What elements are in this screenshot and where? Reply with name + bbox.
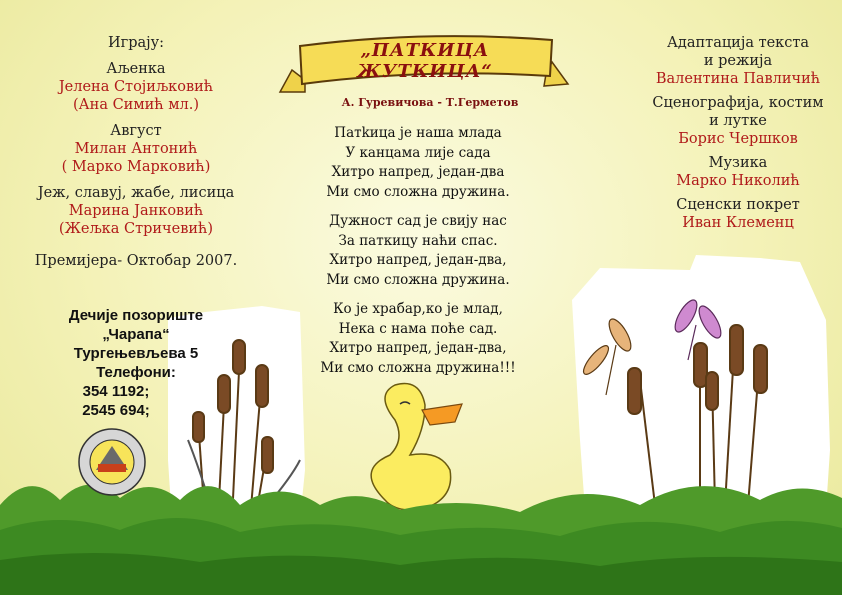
- cast-actor: Јелена Стојиљковић: [58, 79, 214, 95]
- poem-stanza: [298, 300, 538, 378]
- crew-name: Борис Чершков: [678, 131, 798, 147]
- cast-heading: Играју:: [107, 35, 165, 51]
- crew-role: Сценографија, костим: [652, 95, 824, 111]
- cast-actor: Марина Јанковић: [68, 203, 204, 219]
- cast-section: [0, 34, 272, 270]
- poem-line: Хитро напред, један-два: [331, 164, 505, 180]
- cast-alternate: ( Марко Марковић): [61, 159, 211, 175]
- poem-stanza: [298, 124, 538, 202]
- crew-role: Музика: [708, 155, 768, 171]
- crew-name: Иван Клеменц: [682, 215, 794, 231]
- theatre-logo: [79, 429, 145, 495]
- poem-line: Ми смо сложна дружина.: [326, 183, 510, 200]
- poem-line: Ми смо сложна дружина.: [326, 271, 510, 288]
- poem-line: Ми смо сложна дружина!!!: [320, 359, 516, 376]
- poem-line: Ко је храбар,ко је млад,: [333, 301, 503, 317]
- theatre-address: Тургењевљева 5: [73, 345, 199, 362]
- theatre-info: [0, 306, 272, 420]
- premiere-date: Премијера- Октобар 2007.: [34, 253, 238, 269]
- play-title: „ПАТКИЦА ЖУТКИЦА“: [357, 40, 493, 82]
- phone-number: 2545 694;: [82, 402, 150, 419]
- crew-role: Сценски покрет: [676, 197, 800, 213]
- crew-name: Марко Николић: [676, 173, 800, 189]
- cast-actor: Милан Антонић: [74, 141, 198, 157]
- poem-line: Хитро напред, један-два,: [329, 340, 507, 356]
- poem-line: У канцама лије сада: [345, 144, 491, 161]
- cast-alternate: (Ана Симић мл.): [73, 97, 199, 113]
- cast-alternate: (Жељка Стричевић): [58, 221, 214, 237]
- theatre-name-2: „Чарапа“: [102, 326, 170, 343]
- crew-role: и режија: [703, 53, 773, 69]
- phone-number: 354 1192;: [82, 383, 150, 400]
- crew-name: Валентина Павличић: [655, 71, 821, 87]
- poem-line: За паткицу наћи спас.: [338, 232, 498, 249]
- phones-label: Телефони:: [96, 364, 176, 381]
- poem-line: Дужност сад је свију нас: [329, 213, 507, 229]
- cast-role: Август: [110, 123, 162, 139]
- theatre-name: Дечије позориште: [68, 307, 204, 324]
- poem: [298, 124, 538, 388]
- cast-role: Јеж, славуј, жабе, лисица: [37, 185, 235, 201]
- crew-role: и лутке: [709, 113, 767, 129]
- play-authors: А. Гуревичова - Т.Герметов: [341, 96, 519, 109]
- cast-role: Аљенка: [106, 61, 166, 77]
- crew-role: Адаптација текста: [666, 35, 810, 51]
- crew-section: [638, 34, 838, 232]
- poem-stanza: [298, 212, 538, 290]
- poem-line: Нека с нама поће сад.: [338, 320, 498, 337]
- poem-line: Патkица је наша млада: [334, 125, 502, 141]
- poem-line: Хитро напред, један-два,: [329, 252, 507, 268]
